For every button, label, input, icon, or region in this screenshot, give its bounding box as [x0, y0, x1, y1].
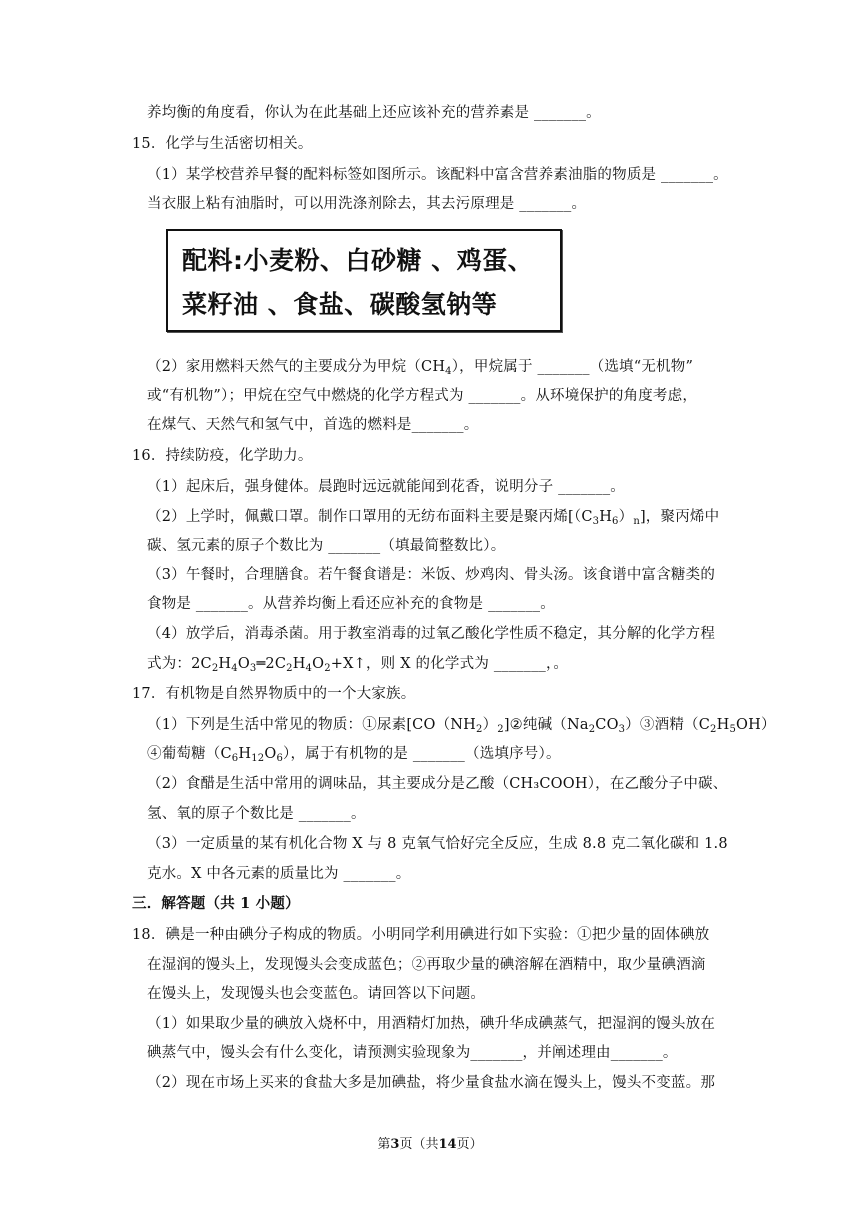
- text-line: （2）食醋是生活中常用的调味品，其主要成分是乙酸（CH₃COOH），在乙酸分子中碳、: [147, 776, 728, 792]
- text-line: 在馒头上，发现馒头也会变蓝色。请回答以下问题。: [147, 986, 486, 1002]
- total-pages: 14: [438, 1137, 457, 1152]
- text-line: 式为：$2C_2H_4O_3═2C_2H_4O_2+X↑$，则 X 的化学式为 _______，。: [147, 656, 569, 674]
- question-18-heading: 18．碘是一种由碘分子构成的物质。小明同学利用碘进行如下实验：①把少量的固体碘放: [132, 927, 710, 943]
- text-line: 在湿润的馒头上，发现馒头会变成蓝色；②再取少量的碘溶解在酒精中，取少量碘酒滴: [147, 957, 706, 973]
- text-line: 克水。X 中各元素的质量比为 _______。: [147, 866, 411, 882]
- ingredient-label-image: [166, 229, 562, 332]
- text-line: 在煤气、天然气和氢气中，首选的燃料是_______。: [147, 417, 479, 433]
- text-line: （1）如果取少量的碘放入烧杯中，用酒精灯加热，碘升华成碘蒸气，把湿润的馒头放在: [147, 1016, 716, 1032]
- text-line: （3）午餐时，合理膳食。若午餐食谱是：米饭、炒鸡肉、骨头汤。该食谱中富含糖类的: [147, 567, 716, 583]
- text-line: 养均衡的角度看，你认为在此基础上还应该补充的营养素是 _______。: [147, 105, 601, 121]
- question-15-heading: 15．化学与生活密切相关。: [132, 136, 313, 152]
- ingredient-label-line-2: 菜籽油 、食盐、碳酸氢钠等: [182, 290, 498, 319]
- text-line: （4）放学后，消毒杀菌。用于教室消毒的过氧乙酸化学性质不稳定，其分解的化学方程: [147, 626, 716, 642]
- page-footer: 第3页（共14页）: [377, 1137, 483, 1152]
- text-line: 或“有机物”）；甲烷在空气中燃烧的化学方程式为 _______。从环境保护的角度考虑，: [147, 388, 698, 404]
- question-17-heading: 17．有机物是自然界物质中的一个大家族。: [132, 686, 416, 702]
- text-line: 碳、氢元素的原子个数比为 _______（填最简整数比）。: [147, 538, 506, 554]
- text-line: （1）起床后，强身健体。晨跑时远远就能闻到花香，说明分子 _______。: [147, 479, 625, 495]
- text-line: （3）一定质量的某有机化合物 X 与 8 克氧气恰好完全反应，生成 8.8 克二氧化碳和 1.8: [147, 836, 728, 852]
- text-line: （1）下列是生活中常见的物质：①尿素$[CO(NH_2)_2]②$纯碱$(Na_2CO_3)③$酒精$(C_2H_5OH)$: [147, 717, 776, 735]
- text-line: 碘蒸气中，馒头会有什么变化，请预测实验现象为_______，并阐述理由_______。: [147, 1045, 678, 1061]
- text-line: 当衣服上粘有油脂时，可以用洗涤剂除去，其去污原理是 _______。: [147, 196, 587, 212]
- question-16-heading: 16．持续防疫，化学助力。: [132, 448, 313, 464]
- text-line: （2）上学时，佩戴口罩。制作口罩用的无纺布面料主要是聚丙烯$[(C_3H_6)_n]$，聚丙烯中: [147, 509, 720, 527]
- section-3-heading: 三．解答题（共 1 小题）: [132, 895, 300, 912]
- text-line: （2）家用燃料天然气的主要成分为甲烷$(CH_4)$，甲烷属于 _______（选填“无机物”: [147, 359, 694, 377]
- text-line: 氢、氧的原子个数比是 _______。: [147, 806, 366, 822]
- text-line: 食物是 _______。从营养均衡上看还应补充的食物是 _______。: [147, 596, 555, 612]
- text-line: ④葡萄糖$(C_6H_{12}O_6)$，属于有机物的是 _______（选填序号）。: [147, 746, 561, 764]
- ingredient-label-line-1: 配料:小麦粉、白砂糖 、鸡蛋、: [182, 246, 534, 275]
- text-line: （1）某学校营养早餐的配料标签如图所示。该配料中富含营养素油脂的物质是 _______。: [147, 167, 728, 183]
- page-number: 3: [390, 1137, 400, 1152]
- text-line: （2）现在市场上买来的食盐大多是加碘盐，将少量食盐水滴在馒头上，馒头不变蓝。那: [147, 1075, 716, 1091]
